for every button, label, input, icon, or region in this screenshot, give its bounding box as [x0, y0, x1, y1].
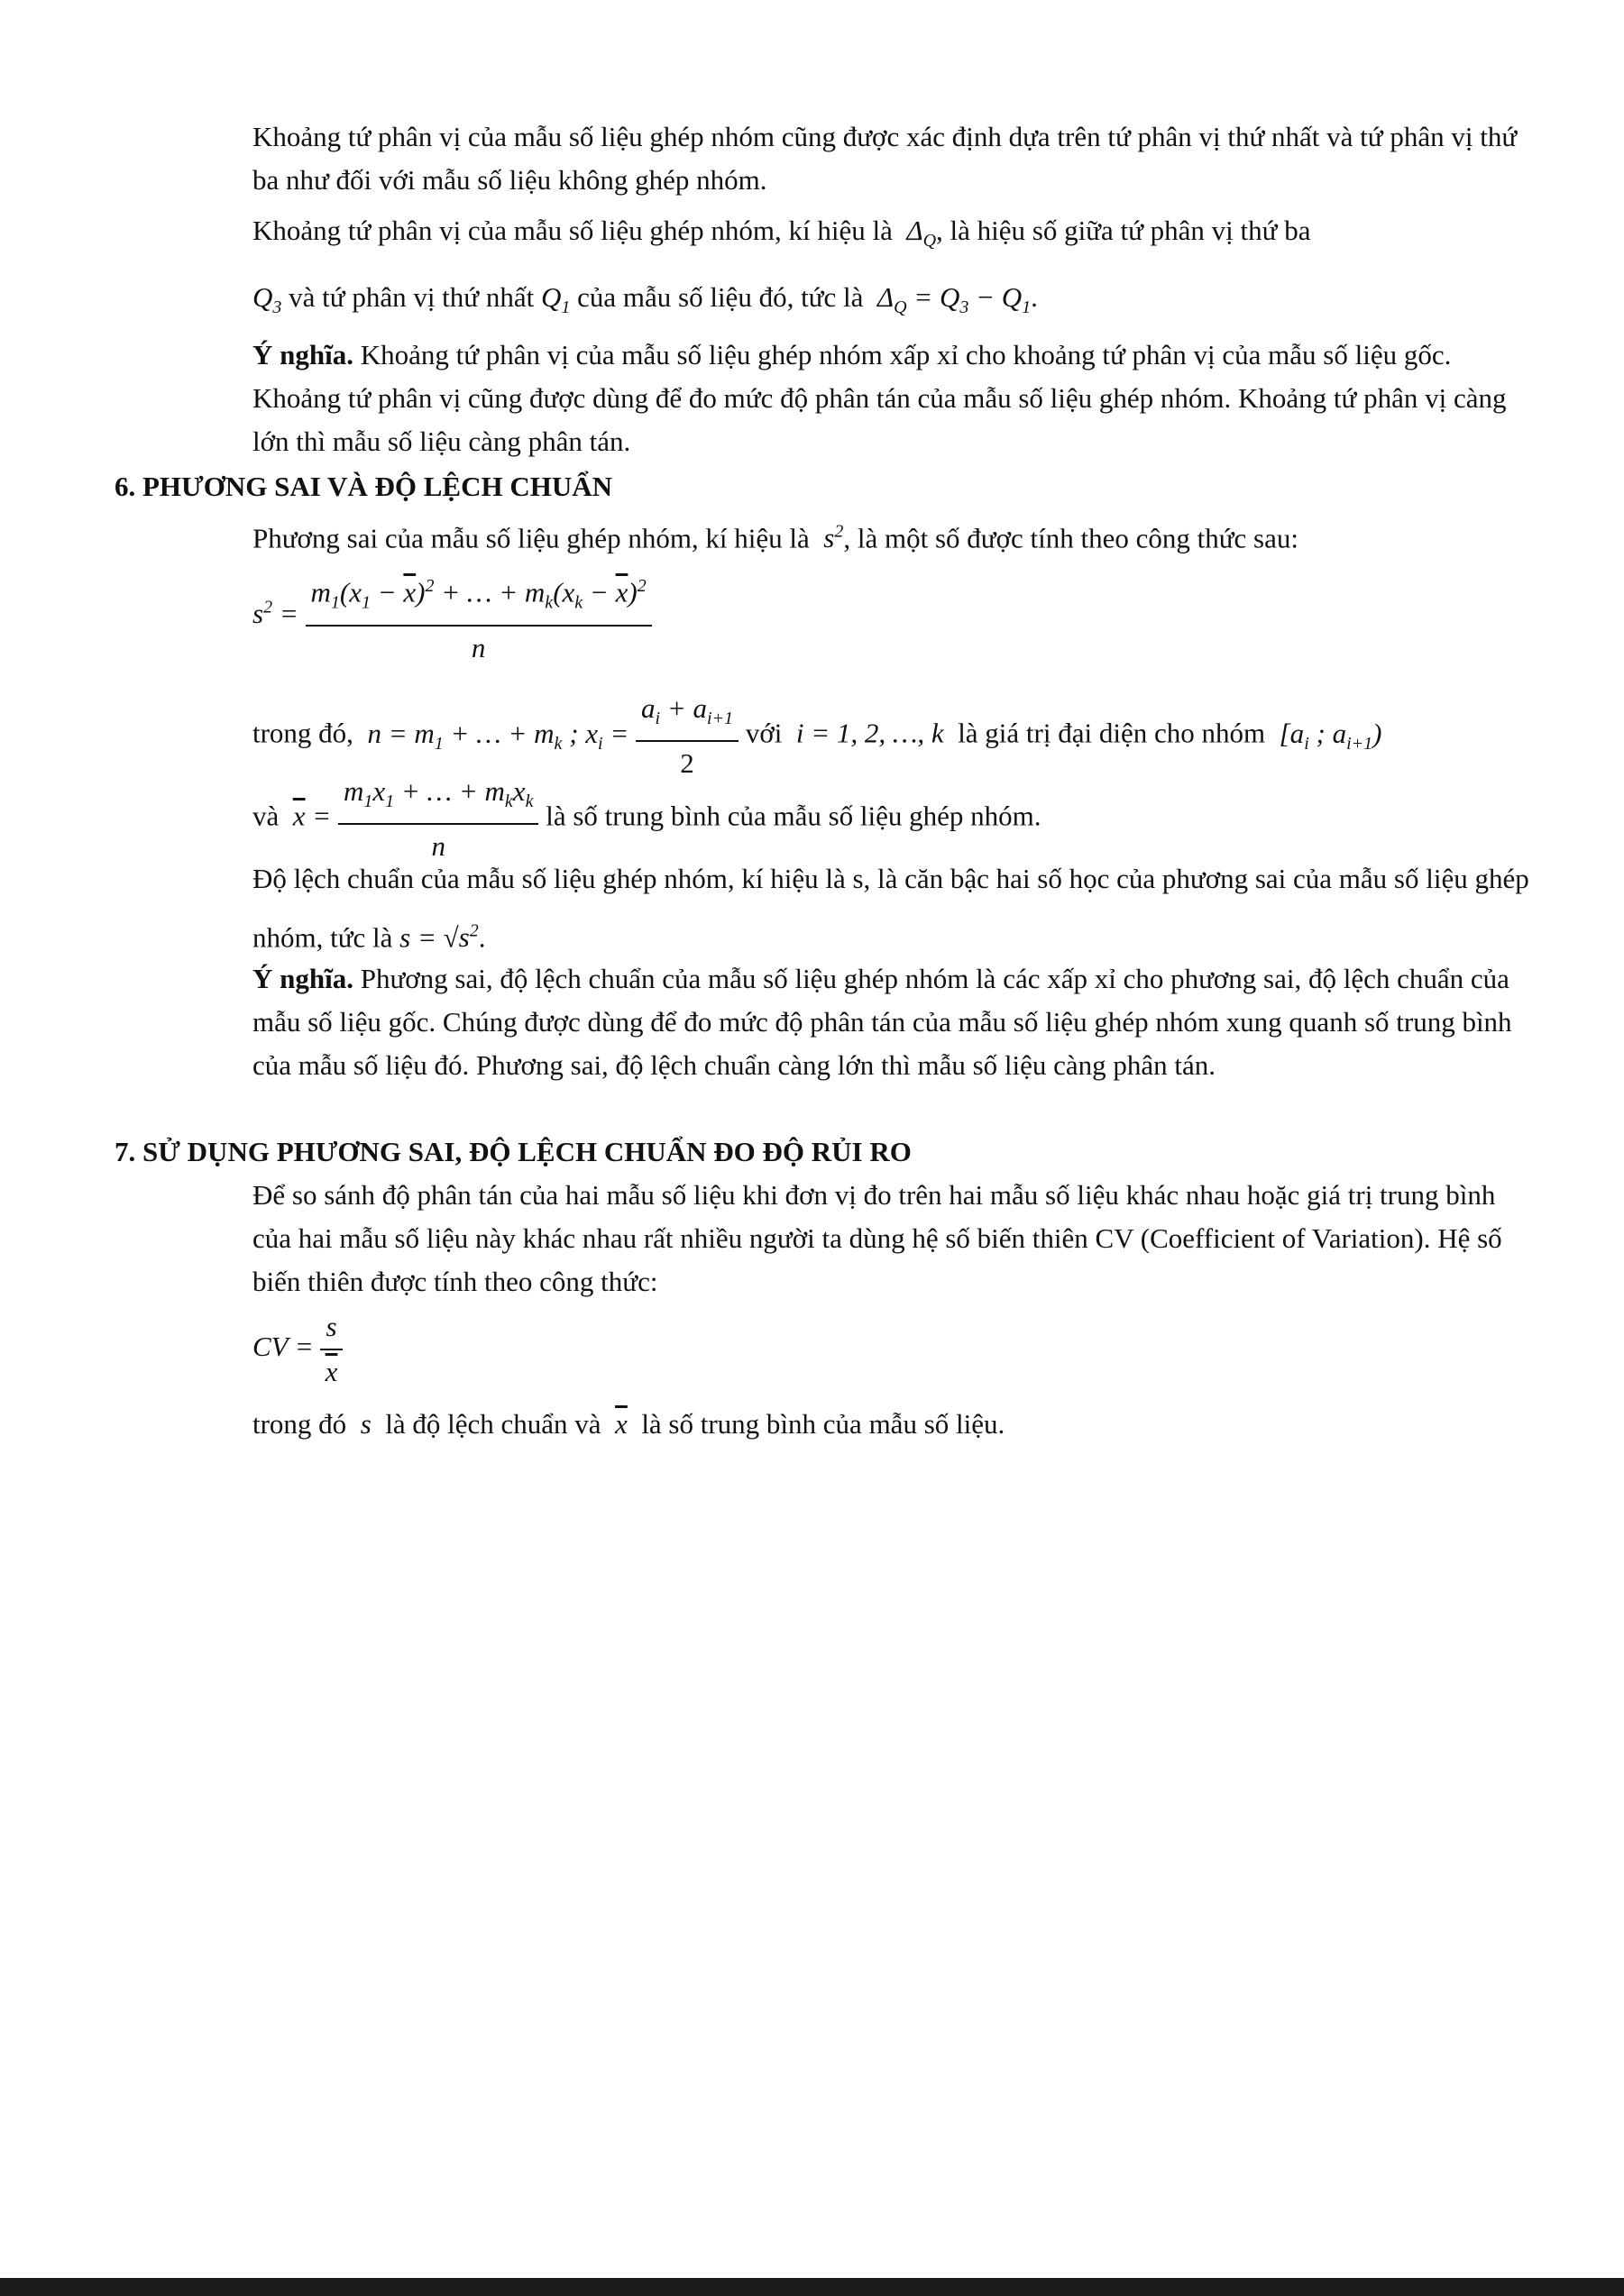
cv-intro-paragraph: Để so sánh độ phân tán của hai mẫu số liệu khi đơn vị đo trên hai mẫu số liệu khác nhau hoặc giá trị trung bình của hai mẫu số liệu này khác nhau rất nhiều người ta dùng hệ số biến thiên CV (Coefficient of Variation). Hệ số biến thiên được tính theo công thức:	[252, 1179, 1502, 1297]
q3-symbol: $Q_3$	[252, 281, 282, 318]
iqr-definition-line-2: $Q_3$ và tứ phân vị thứ nhất $Q_1$ của mẫu số liệu đó, tức là $\Delta_Q = Q_3 - Q_1$.	[252, 281, 1038, 318]
page-bottom-bar	[0, 2278, 1624, 2296]
section-6-heading: 6. PHƯƠNG SAI VÀ ĐỘ LỆCH CHUẨN	[115, 471, 613, 502]
variance-intro-line: Phương sai của mẫu số liệu ghép nhóm, kí hiệu là $s^2$, là một số được tính theo công thức sau:	[252, 522, 1298, 554]
iqr-definition-line-1: Khoảng tứ phân vị của mẫu số liệu ghép nhóm, kí hiệu là $\Delta_Q$, là hiệu số giữa tứ phân vị thứ ba	[252, 215, 1311, 252]
delta-q-symbol: $\Delta_Q$	[899, 215, 937, 252]
section-7-heading: 7. SỬ DỤNG PHƯƠNG SAI, ĐỘ LỆCH CHUẨN ĐO ĐỘ RỦI RO	[115, 1136, 912, 1167]
std-dev-formula: $s = √s^2$	[399, 921, 479, 954]
cv-where-line: trong đó s là độ lệch chuẩn và $\overline{x}$ là số trung bình của mẫu số liệu.	[252, 1408, 1005, 1440]
variance-meaning-paragraph: Ý nghĩa. Phương sai, độ lệch chuẩn của mẫu số liệu ghép nhóm là các xấp xỉ cho phương sai, độ lệch chuẩn của mẫu số liệu gốc. Chúng được dùng để đo mức độ phân tán của mẫu số liệu ghép nhóm xung quanh số trung bình của mẫu số liệu đó. Phương sai, độ lệch chuẩn càng lớn thì mẫu số liệu càng phân tán.	[252, 963, 1512, 1081]
iqr-formula: $\Delta_Q = Q_3 - Q_1$	[870, 281, 1032, 318]
cv-formula: CV = $\frac{s}{x}$	[252, 1309, 343, 1390]
intro-paragraph-1: Khoảng tứ phân vị của mẫu số liệu ghép nhóm cũng được xác định dựa trên tứ phân vị thứ nhất và tứ phân vị thứ ba như đối với mẫu số liệu không ghép nhóm.	[252, 121, 1518, 196]
q1-symbol: $Q_1$	[540, 281, 571, 318]
mean-formula-line: và $\overline{x}$ = $\frac{m_1x_1 + \dots + m_kx_k}{n}$ là số trung bình của mẫu số liệu ghép nhóm.	[252, 775, 1041, 863]
std-dev-paragraph: Độ lệch chuẩn của mẫu số liệu ghép nhóm, kí hiệu là s, là căn bậc hai số học của phương sai của mẫu số liệu ghép nhóm, tức là $s = √s^2$.	[252, 863, 1529, 954]
iqr-meaning-paragraph: Ý nghĩa. Khoảng tứ phân vị của mẫu số liệu ghép nhóm xấp xỉ cho khoảng tứ phân vị của mẫu số liệu gốc. Khoảng tứ phân vị cũng được dùng để đo mức độ phân tán của mẫu số liệu ghép nhóm. Khoảng tứ phân vị càng lớn thì mẫu số liệu càng phân tán.	[252, 339, 1507, 457]
variance-formula: $s^2$ = $\frac{m_1(x_1 - \overline{x})^2 + \dots + m_k(x_k - \overline{x})^2}{n}$	[252, 568, 652, 666]
variance-where-line: trong đó, $n = m_1$ + … + $m_k$ ; $x_i$ = $\frac{a_i + a_{i+1}}{2}$ với i = 1, 2, …, k là giá trị đại diện cho nhóm [$a_i$ ; $a_{i+1}$)	[252, 692, 1382, 780]
